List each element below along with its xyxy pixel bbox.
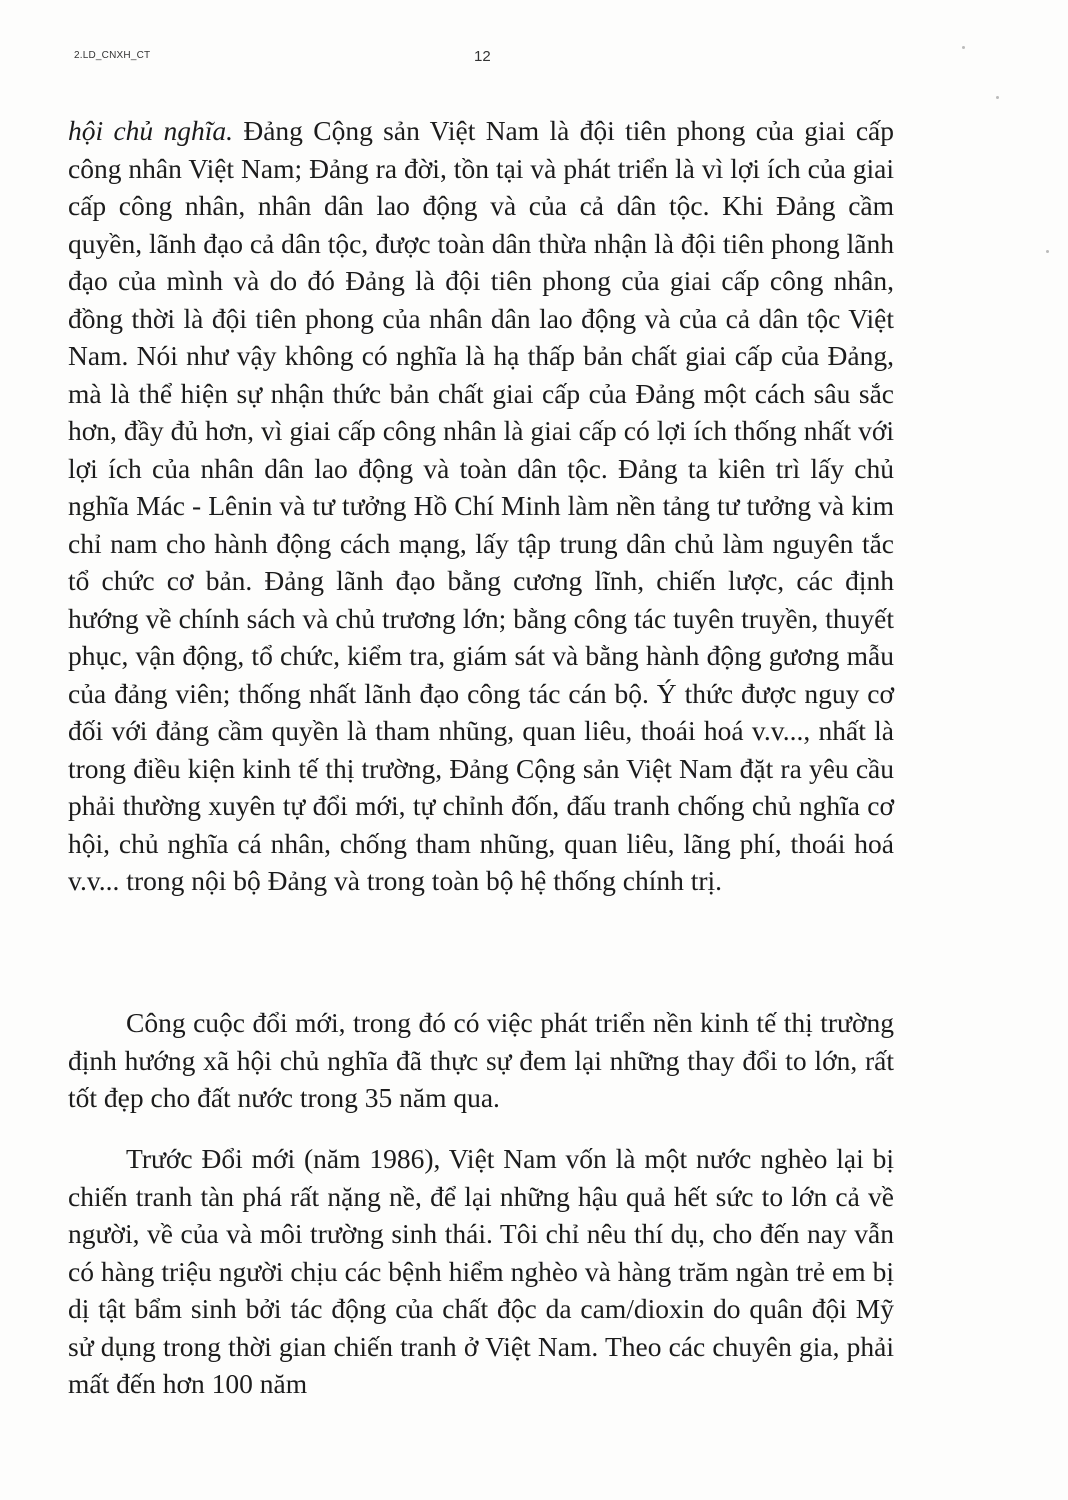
paragraph-2-text: Công cuộc đổi mới, trong đó có việc phát triển nền kinh tế thị trường định hướng xã hội chủ nghĩa đã thực sự đem lại những thay đổi to lớn, rất tốt đẹp cho đất nước trong 35 năm qua. [68,1007,894,1113]
paragraph-1 [68,112,894,900]
scan-speck [996,96,999,99]
paragraph-1-italic-lead: hội chủ nghĩa. [68,115,234,146]
document-code: 2.LD_CNXH_CT [74,50,151,61]
paragraph-2 [68,1004,894,1117]
page-number: 12 [474,48,491,65]
scan-speck [1046,250,1049,253]
paragraph-3 [68,1140,894,1403]
paragraph-3-text: Trước Đổi mới (năm 1986), Việt Nam vốn là một nước nghèo lại bị chiến tranh tàn phá rất nặng nề, để lại những hậu quả hết sức to lớn cả về người, về của và môi trường sinh thái. Tôi chỉ nêu thí dụ, cho đến nay vẫn có hàng triệu người chịu các bệnh hiểm nghèo và hàng trăm ngàn trẻ em bị dị tật bẩm sinh bởi tác động của chất độc da cam/dioxin do quân đội Mỹ sử dụng trong thời gian chiến tranh ở Việt Nam. Theo các chuyên gia, phải mất đến hơn 100 năm [68,1143,894,1399]
scan-speck [962,46,965,49]
paragraph-1-text: Đảng Cộng sản Việt Nam là đội tiên phong của giai cấp công nhân Việt Nam; Đảng ra đời, tồn tại và phát triển là vì lợi ích của giai cấp công nhân, nhân dân lao động và của cả dân tộc. Khi Đảng cầm quyền, lãnh đạo cả dân tộc, được toàn dân thừa nhận là đội tiên phong lãnh đạo của mình và do đó Đảng là đội tiên phong của giai cấp công nhân, đồng thời là đội tiên phong của nhân dân lao động và của cả dân tộc Việt Nam. Nói như vậy không có nghĩa là hạ thấp bản chất giai cấp của Đảng, mà là thể hiện sự nhận thức bản chất giai cấp của Đảng một cách sâu sắc hơn, đầy đủ hơn, vì giai cấp công nhân là giai cấp có lợi ích thống nhất với lợi ích của nhân dân lao động và toàn dân tộc. Đảng ta kiên trì lấy chủ nghĩa Mác - Lênin và tư tưởng Hồ Chí Minh làm nền tảng tư tưởng và kim chỉ nam cho hành động cách mạng, lấy tập trung dân chủ làm nguyên tắc tổ chức cơ bản. Đảng lãnh đạo bằng cương lĩnh, chiến lược, các định hướng về chính sách và chủ trương lớn; bằng công tác tuyên truyền, thuyết phục, vận động, tổ chức, kiểm tra, giám sát và bằng hành động gương mẫu của đảng viên; thống nhất lãnh đạo công tác cán bộ. Ý thức được nguy cơ đối với đảng cầm quyền là tham nhũng, quan liêu, thoái hoá v.v..., nhất là trong điều kiện kinh tế thị trường, Đảng Cộng sản Việt Nam đặt ra yêu cầu phải thường xuyên tự đổi mới, tự chỉnh đốn, đấu tranh chống chủ nghĩa cơ hội, chủ nghĩa cá nhân, chống tham nhũng, quan liêu, lãng phí, thoái hoá v.v... trong nội bộ Đảng và trong toàn bộ hệ thống chính trị. [68,115,894,896]
